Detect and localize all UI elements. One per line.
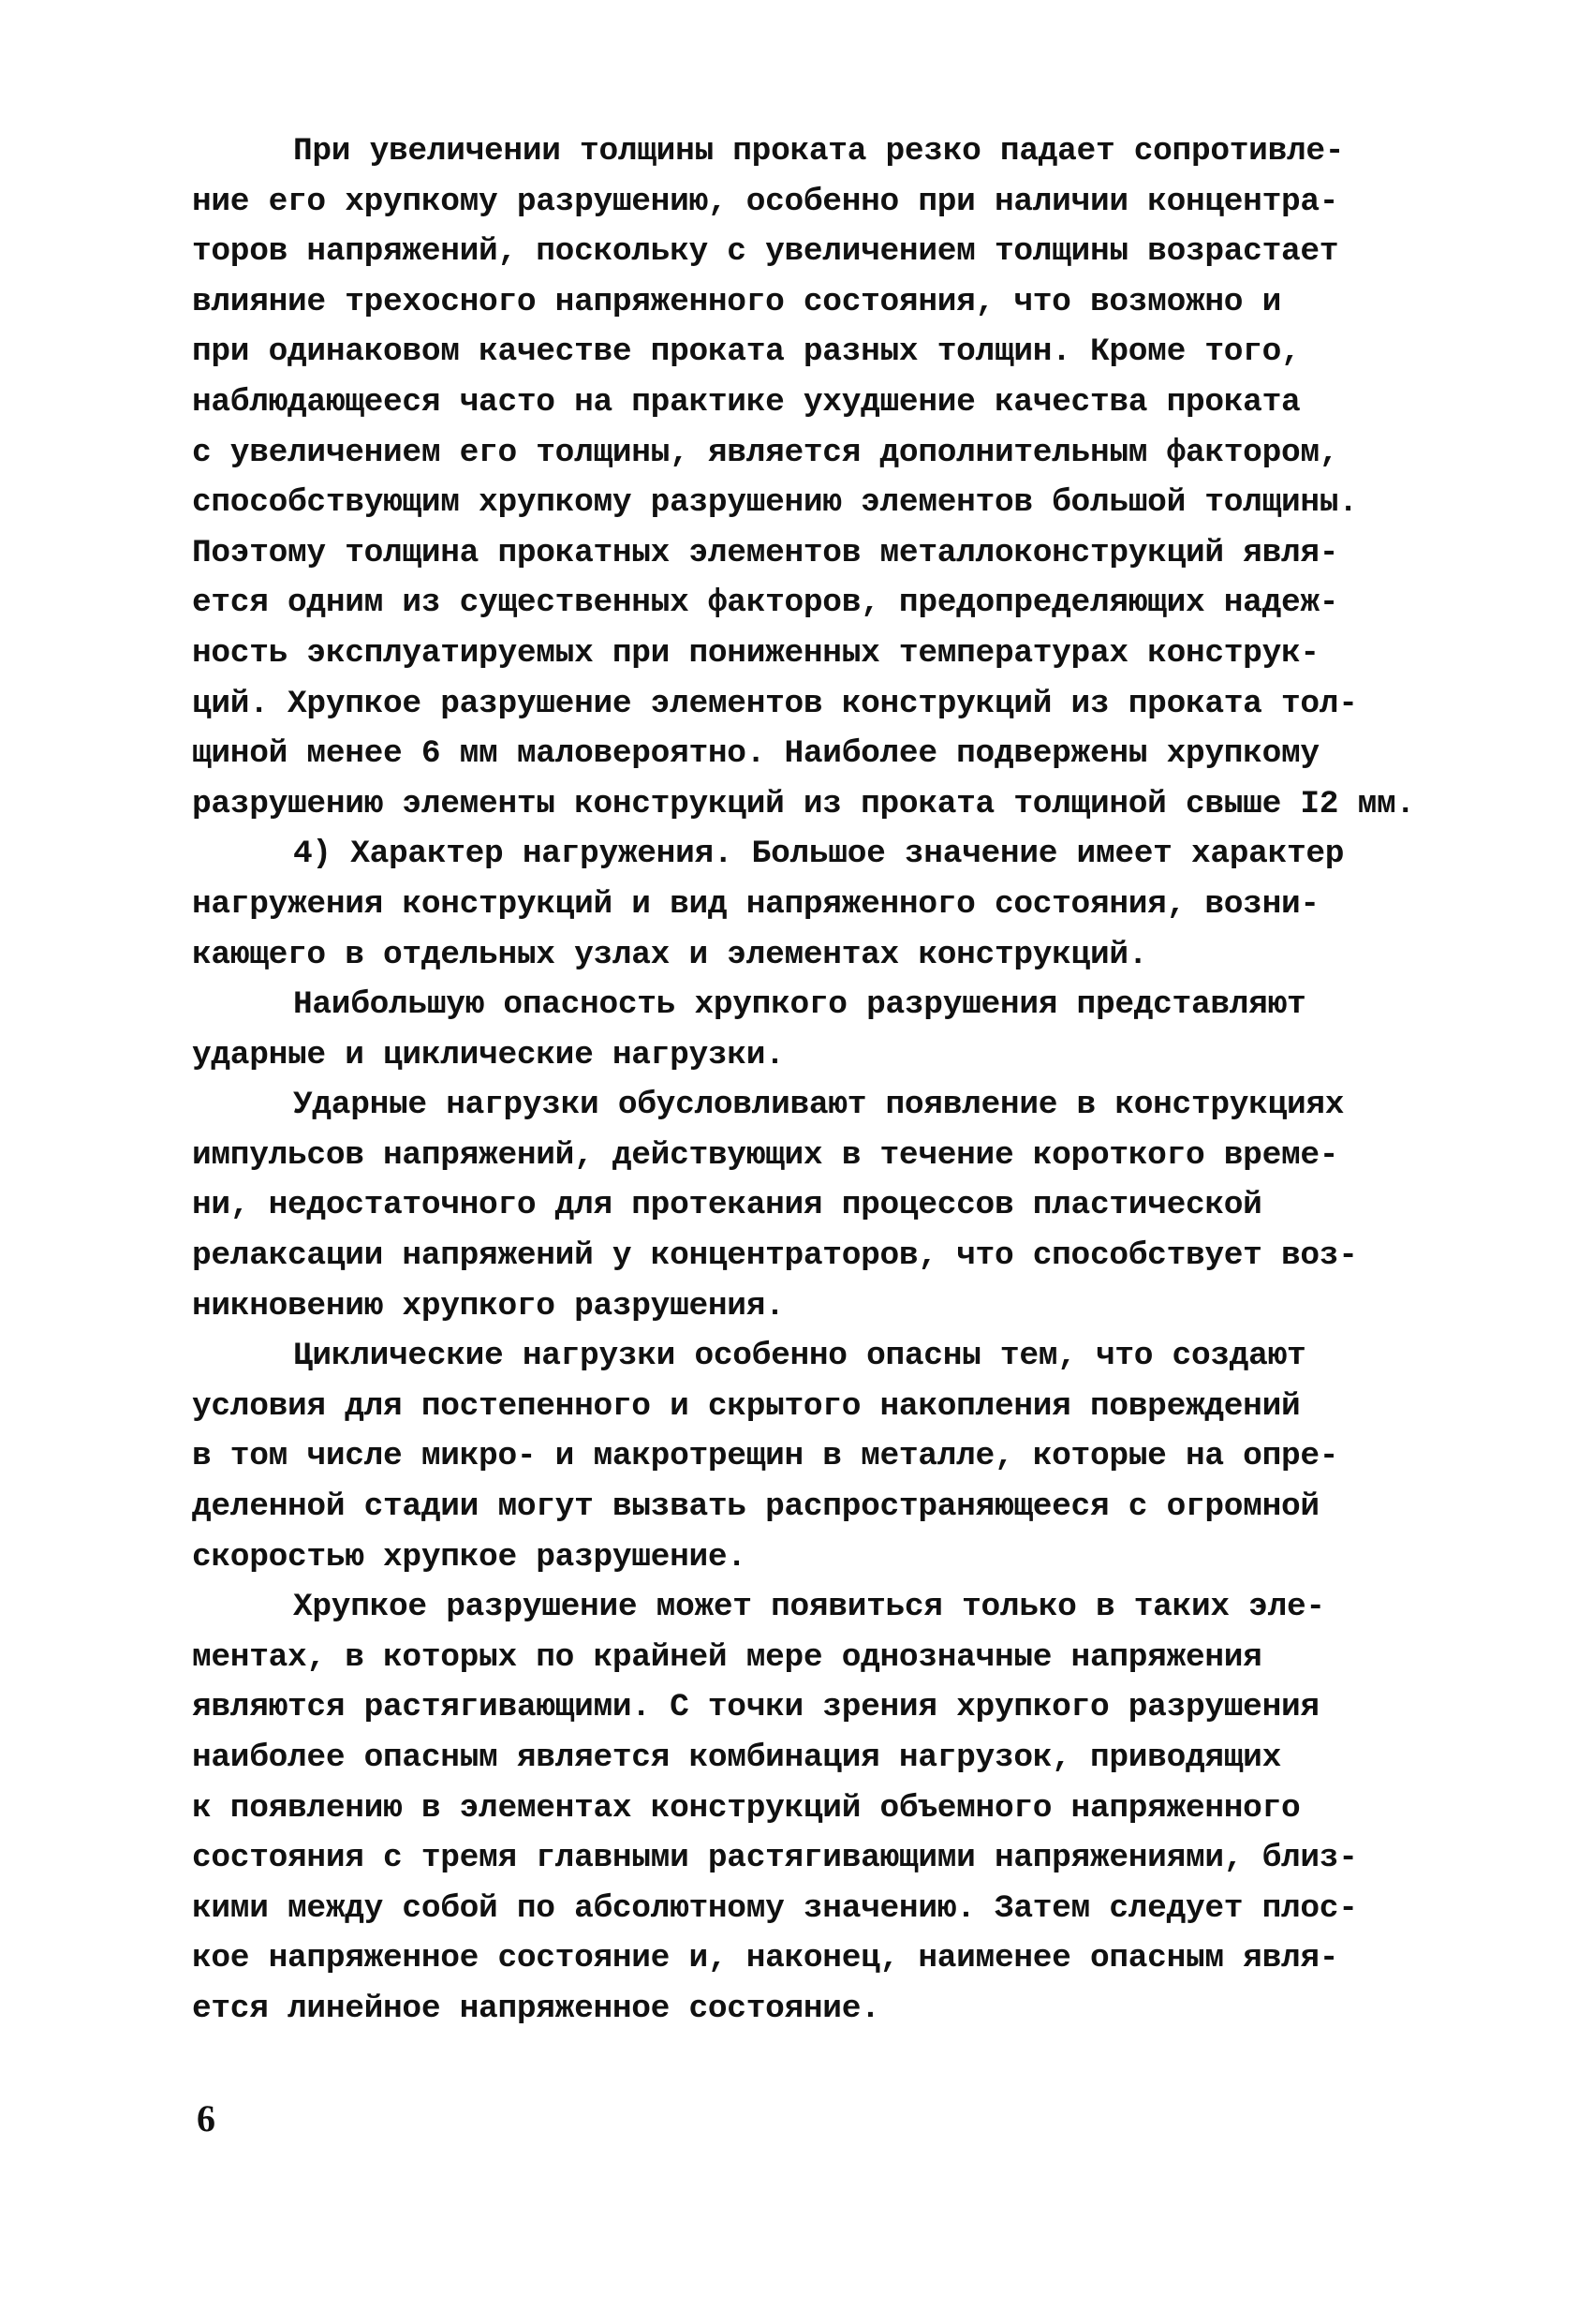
text-line: Поэтому толщина прокатных элементов металлоконструкций явля-: [192, 534, 1339, 571]
text-line: импульсов напряжений, действующих в течение короткого време-: [192, 1136, 1339, 1174]
text-line: ние его хрупкому разрушению, особенно при наличии концентра-: [192, 183, 1339, 220]
text-line: никновению хрупкого разрушения.: [192, 1287, 785, 1325]
text-line: щиной менее 6 мм маловероятно. Наиболее подвержены хрупкому: [192, 735, 1320, 773]
text-line: Хрупкое разрушение может появиться только в таких эле-: [293, 1589, 1325, 1626]
text-line: скоростью хрупкое разрушение.: [192, 1538, 746, 1576]
text-line: влияние трехосного напряженного состояния, что возможно и: [192, 283, 1281, 320]
text-line: Наибольшую опасность хрупкого разрушения представляют: [293, 986, 1306, 1024]
text-line: кое напряженное состояние и, наконец, наименее опасным явля-: [192, 1940, 1339, 1977]
text-line: нагружения конструкций и вид напряженного состояния, возни-: [192, 885, 1320, 923]
text-line: 4) Характер нагружения. Большое значение имеет характер: [293, 836, 1345, 873]
text-line: Циклические нагрузки особенно опасны тем, что создают: [293, 1338, 1306, 1375]
page-number: 6: [197, 2097, 215, 2139]
text-line: ментах, в которых по крайней мере однозначные напряжения: [192, 1638, 1262, 1676]
paragraph-1: [192, 126, 1522, 829]
text-line: состояния с тремя главными растягивающими напряжениями, близ-: [192, 1840, 1358, 1877]
text-line: Ударные нагрузки обусловливают появление в конструкциях: [293, 1087, 1345, 1124]
text-line: ется линейное напряженное состояние.: [192, 1990, 880, 2027]
paragraph-4: [192, 1080, 1522, 1331]
text-line: разрушению элементы конструкций из проката толщиной свыше I2 мм.: [192, 785, 1415, 822]
text-line: условия для постепенного и скрытого накопления повреждений: [192, 1387, 1301, 1425]
text-line: при одинаковом качестве проката разных толщин. Кроме того,: [192, 333, 1301, 371]
paragraph-5: [192, 1331, 1522, 1582]
text-line: наблюдающееся часто на практике ухудшение качества проката: [192, 383, 1301, 421]
text-line: являются растягивающими. С точки зрения хрупкого разрушения: [192, 1689, 1320, 1726]
text-line: к появлению в элементах конструкций объемного напряженного: [192, 1789, 1301, 1827]
paragraph-3: [192, 980, 1522, 1080]
text-line: с увеличением его толщины, является дополнительным фактором,: [192, 434, 1339, 471]
text-line: в том числе микро- и макротрещин в металле, которые на опре-: [192, 1438, 1339, 1475]
text-line: торов напряжений, поскольку с увеличением толщины возрастает: [192, 233, 1339, 271]
text-line: релаксации напряжений у концентраторов, что способствует воз-: [192, 1237, 1358, 1275]
text-line: ударные и циклические нагрузки.: [192, 1036, 785, 1073]
text-line: способствующим хрупкому разрушению элементов большой толщины.: [192, 484, 1358, 522]
text-line: кающего в отдельных узлах и элементах конструкций.: [192, 936, 1148, 973]
text-line: ность эксплуатируемых при пониженных температурах конструк-: [192, 634, 1320, 672]
paragraph-2: [192, 829, 1522, 980]
paragraph-6: [192, 1582, 1522, 2034]
text-line: наиболее опасным является комбинация нагрузок, приводящих: [192, 1739, 1281, 1776]
text-line: деленной стадии могут вызвать распространяющееся с огромной: [192, 1488, 1320, 1526]
text-line: ций. Хрупкое разрушение элементов конструкций из проката тол-: [192, 685, 1358, 722]
text-line: ется одним из существенных факторов, предопределяющих надеж-: [192, 585, 1339, 622]
text-line: ни, недостаточного для протекания процессов пластической: [192, 1187, 1262, 1224]
text-line: кими между собой по абсолютному значению. Затем следует плос-: [192, 1889, 1358, 1927]
page-body: [192, 126, 1522, 2035]
text-line: При увеличении толщины проката резко падает сопротивле-: [293, 133, 1345, 170]
